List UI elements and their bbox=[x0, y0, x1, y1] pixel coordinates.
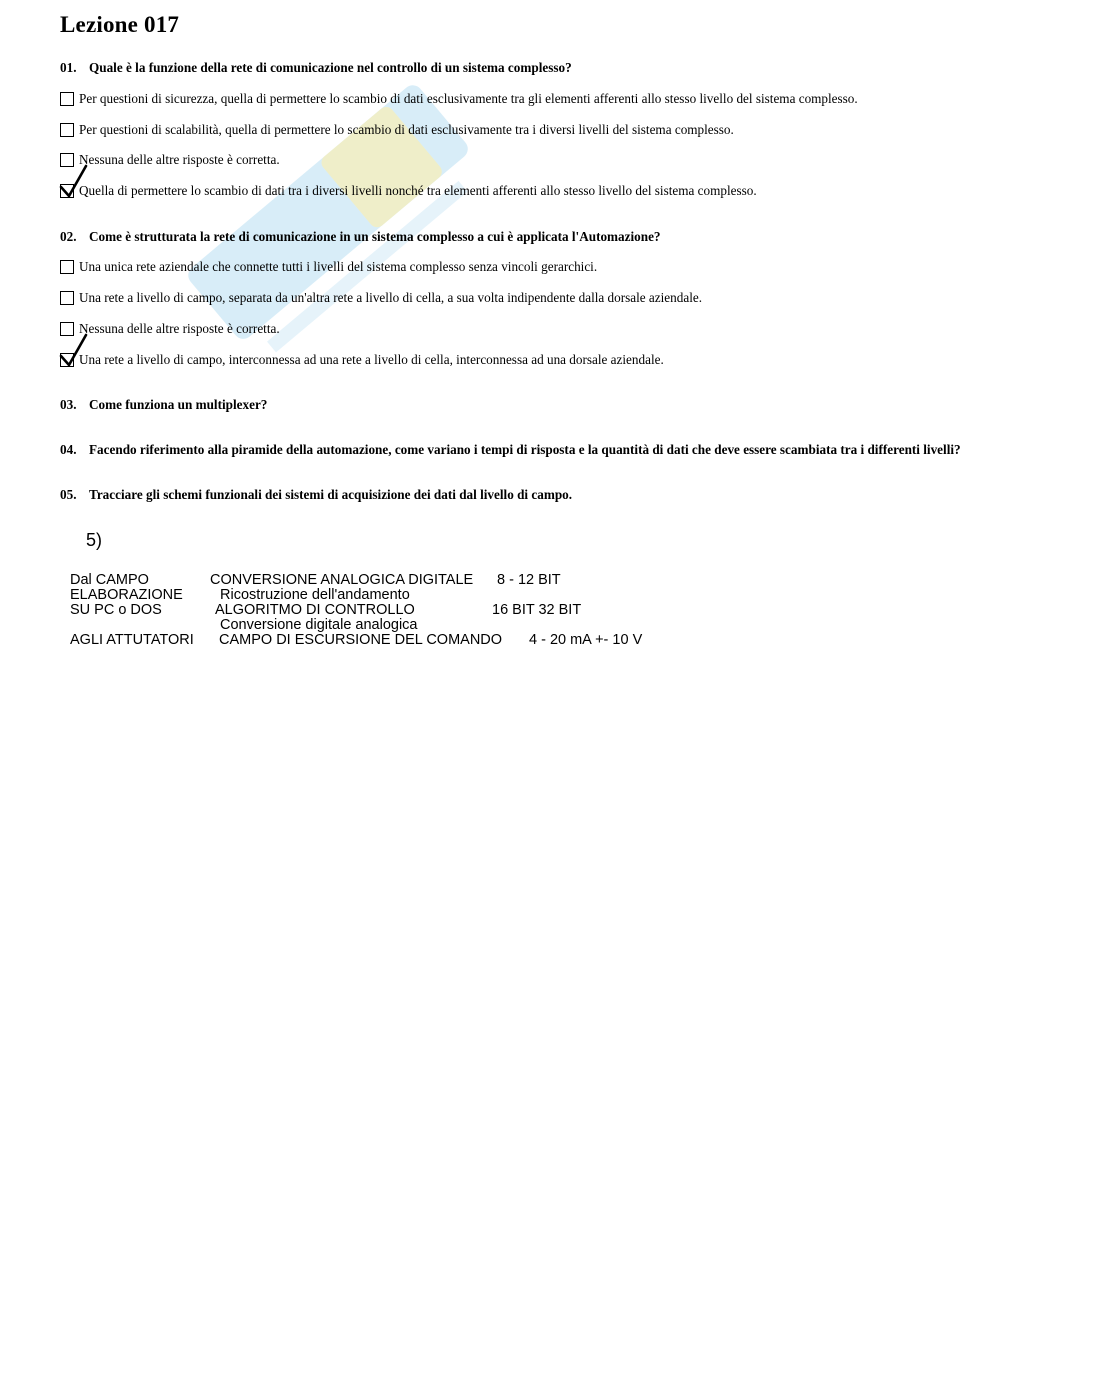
answer-text: Una rete a livello di campo, interconnessa ad una rete a livello di cella, interconnessa ad una dorsale aziendale. bbox=[79, 352, 664, 367]
checkbox-checked[interactable] bbox=[60, 353, 74, 367]
question-number: 05. bbox=[60, 487, 77, 502]
question-number: 04. bbox=[60, 442, 77, 457]
question-number: 03. bbox=[60, 397, 77, 412]
note-row-desc: CONVERSIONE ANALOGICA DIGITALE bbox=[210, 572, 474, 588]
note-row-desc: CAMPO DI ESCURSIONE DEL COMANDO bbox=[219, 632, 503, 648]
checkbox[interactable] bbox=[60, 123, 74, 137]
answer-option[interactable] bbox=[60, 150, 280, 170]
note-row-value: 8 - 12 BIT bbox=[497, 572, 561, 588]
note-row-value: 4 - 20 mA +- 10 V bbox=[529, 632, 643, 648]
question-number: 02. bbox=[60, 229, 77, 244]
page-title: Lezione 017 bbox=[60, 12, 180, 37]
question-text: Facendo riferimento alla piramide della automazione, come variano i tempi di risposta e la quantità di dati che deve essere scambiata tra i differenti livelli? bbox=[89, 442, 961, 457]
note-row-desc: ALGORITMO DI CONTROLLO bbox=[215, 602, 415, 618]
note-row-label: Dal CAMPO bbox=[70, 572, 149, 588]
answer-text: Per questioni di scalabilità, quella di permettere lo scambio di dati esclusivamente tra i diversi livelli del sistema complesso. bbox=[79, 122, 734, 137]
checkmark-icon bbox=[59, 332, 89, 368]
answer-text: Nessuna delle altre risposte è corretta. bbox=[79, 152, 280, 167]
answer-option[interactable] bbox=[60, 120, 734, 140]
answer-option[interactable] bbox=[60, 89, 858, 109]
answer-text: Una unica rete aziendale che connette tutti i livelli del sistema complesso senza vincoli gerarchici. bbox=[79, 259, 598, 274]
checkbox-checked[interactable] bbox=[60, 184, 74, 198]
question-02 bbox=[60, 229, 661, 245]
question-05 bbox=[60, 487, 572, 503]
note-row-desc: Ricostruzione dell'andamento bbox=[220, 587, 410, 603]
checkbox[interactable] bbox=[60, 291, 74, 305]
answer-option[interactable] bbox=[60, 319, 280, 339]
question-text: Come è strutturata la rete di comunicazione in un sistema complesso a cui è applicata l'Automazione? bbox=[89, 229, 661, 244]
note-row-label: ELABORAZIONE bbox=[70, 587, 183, 603]
answer-option-correct[interactable] bbox=[60, 350, 664, 370]
question-01 bbox=[60, 60, 572, 76]
note-row-value: 16 BIT 32 BIT bbox=[492, 602, 582, 618]
answer-option[interactable] bbox=[60, 288, 702, 308]
checkbox[interactable] bbox=[60, 260, 74, 274]
question-04 bbox=[60, 442, 961, 458]
answer-option-correct[interactable] bbox=[60, 181, 757, 201]
note-row-label: AGLI ATTUTATORI bbox=[70, 632, 194, 648]
answer-text: Quella di permettere lo scambio di dati tra i diversi livelli nonché tra elementi afferenti allo stesso livello del sistema complesso. bbox=[79, 183, 757, 198]
answer-text: Nessuna delle altre risposte è corretta. bbox=[79, 321, 280, 336]
note-row-label: SU PC o DOS bbox=[70, 602, 162, 618]
question-text: Quale è la funzione della rete di comunicazione nel controllo di un sistema complesso? bbox=[89, 60, 572, 75]
answer-text: Per questioni di sicurezza, quella di permettere lo scambio di dati esclusivamente tra gli elementi afferenti allo stesso livello del sistema complesso. bbox=[79, 91, 858, 106]
question-number: 01. bbox=[60, 60, 77, 75]
checkbox[interactable] bbox=[60, 92, 74, 106]
question-text: Come funziona un multiplexer? bbox=[89, 397, 268, 412]
note-row-desc: Conversione digitale analogica bbox=[220, 617, 418, 633]
question-text: Tracciare gli schemi funzionali dei sistemi di acquisizione dei dati dal livello di campo. bbox=[89, 487, 573, 502]
section-label: 5) bbox=[86, 530, 103, 550]
answer-option[interactable] bbox=[60, 257, 597, 277]
question-03 bbox=[60, 397, 267, 413]
answer-text: Una rete a livello di campo, separata da un'altra rete a livello di cella, a sua volta indipendente dalla dorsale aziendale. bbox=[79, 290, 703, 305]
checkmark-icon bbox=[59, 163, 89, 199]
